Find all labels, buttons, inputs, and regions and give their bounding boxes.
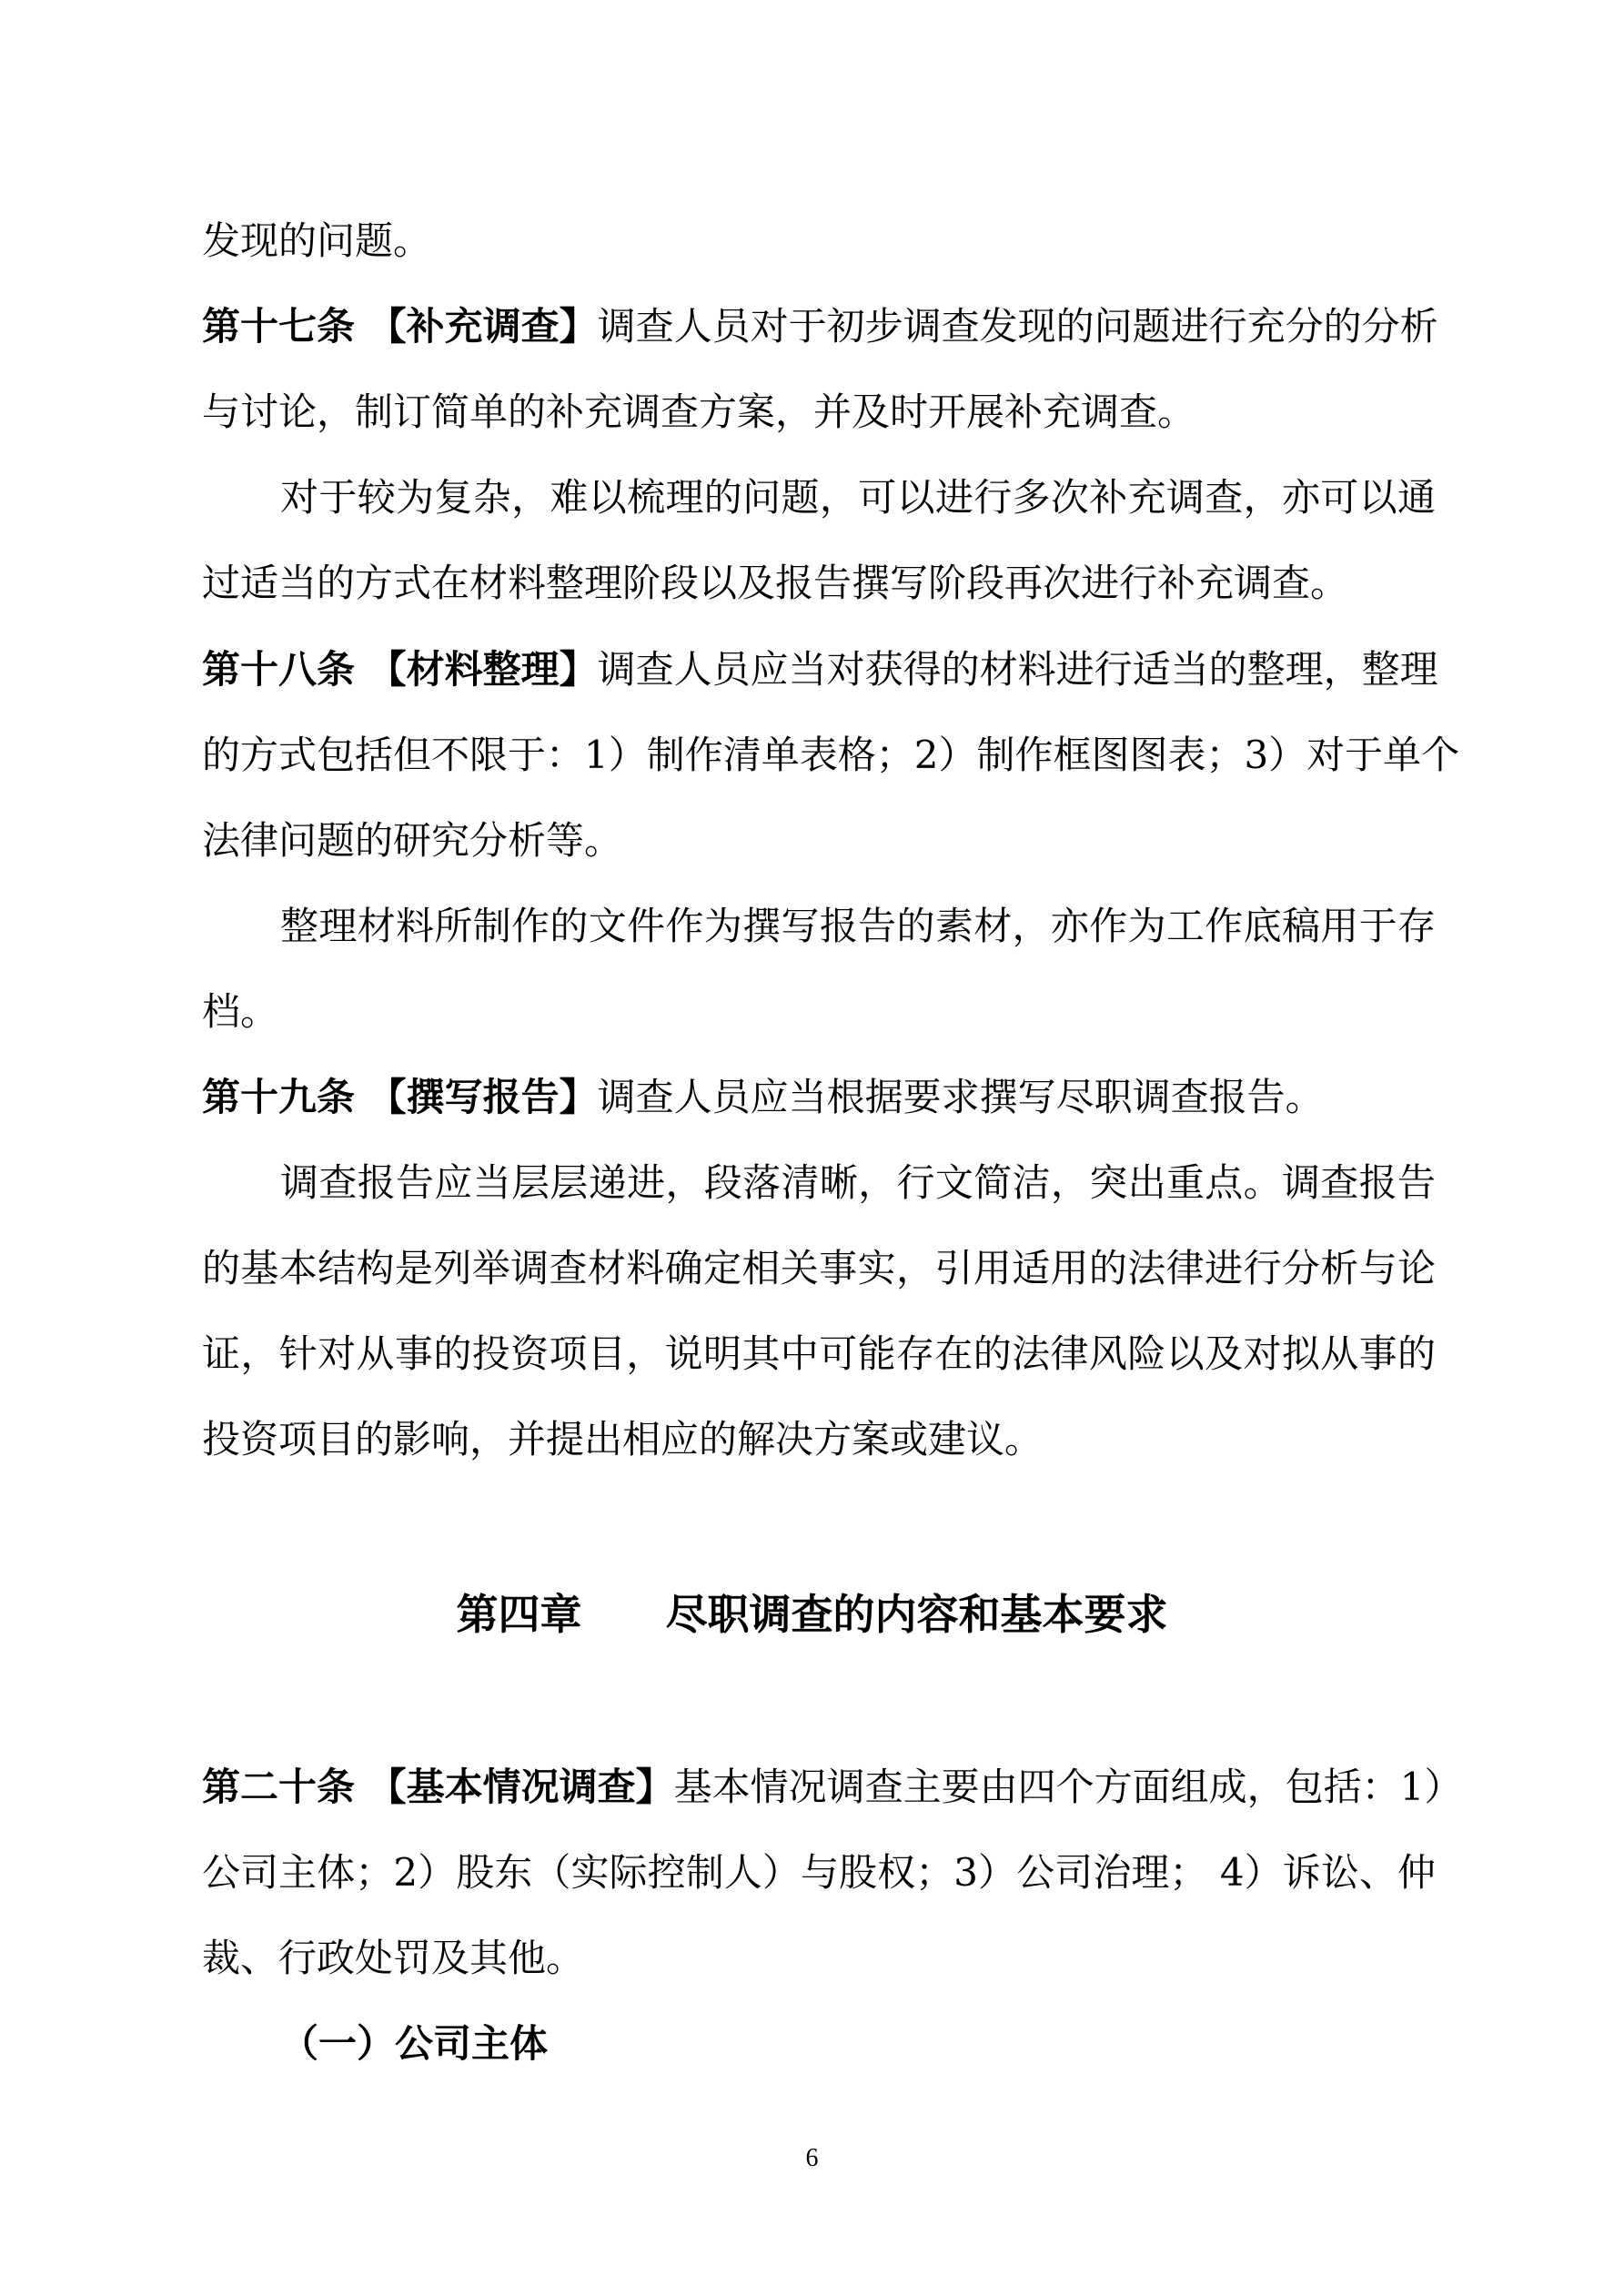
line-text: 证，针对从事的投资项目，说明其中可能存在的法律风险以及对拟从事的 <box>202 1331 1436 1377</box>
article-heading: 第二十条 【基本情况调查】 <box>202 1765 674 1809</box>
article-heading: 第十九条 【撰写报告】 <box>202 1075 598 1119</box>
text-line <box>202 1226 1436 1311</box>
text-line <box>202 284 1436 369</box>
line-text: 公司主体；2）股东（实际控制人）与股权；3）公司治理； 4）诉讼、仲 <box>202 1850 1436 1896</box>
text-line <box>202 798 1436 884</box>
line-text: 基本情况调查主要由四个方面组成，包括：1） <box>673 1765 1463 1809</box>
line-text: 的基本结构是列举调查材料确定相关事实，引用适用的法律进行分析与论 <box>202 1246 1436 1291</box>
line-text: 的方式包括但不限于：1）制作清单表格；2）制作框图图表；3）对于单个 <box>202 732 1460 777</box>
line-text: 过适当的方式在材料整理阶段以及报告撰写阶段再次进行补充调查。 <box>202 561 1349 606</box>
text-line <box>202 369 1436 455</box>
text-line <box>202 1916 1436 2001</box>
chapter-title: 第四章 尽职调查的内容和基本要求 <box>456 1590 1168 1639</box>
line-text: 档。 <box>202 988 279 1034</box>
text-line <box>202 969 1436 1055</box>
line-text: 对于较为复杂，难以梳理的问题，可以进行多次补充调查，亦可以通 <box>280 475 1436 521</box>
line-text: 发现的问题。 <box>202 218 432 263</box>
line-text: 调查人员应当对获得的材料进行适当的整理，整理 <box>597 646 1438 692</box>
text-line <box>202 1830 1436 1916</box>
line-text: 调查人员应当根据要求撰写尽职调查报告。 <box>597 1075 1324 1119</box>
text-line <box>202 1311 1436 1397</box>
article-heading: 第十八条 【材料整理】 <box>202 646 598 692</box>
text-line <box>202 713 1460 798</box>
text-line <box>202 1397 1436 1482</box>
text-line <box>202 541 1436 626</box>
line-text: 裁、行政处罚及其他。 <box>202 1936 585 1981</box>
text-line <box>202 627 1436 713</box>
line-text: 投资项目的影响，并提出相应的解决方案或建议。 <box>202 1417 1044 1462</box>
text-line <box>202 2001 1436 2087</box>
line-text: 法律问题的研究分析等。 <box>202 817 623 863</box>
text-line <box>202 1140 1436 1226</box>
text-line <box>202 455 1436 541</box>
text-line <box>202 1055 1436 1140</box>
text-line <box>202 1745 1463 1830</box>
line-text: 整理材料所制作的文件作为撰写报告的素材，亦作为工作底稿用于存 <box>280 903 1436 948</box>
article-heading: （一）公司主体 <box>280 2021 549 2067</box>
line-text: 调查报告应当层层递进，段落清晰，行文简洁，突出重点。调查报告 <box>280 1160 1436 1206</box>
line-text: 调查人员对于初步调查发现的问题进行充分的分析 <box>597 304 1438 349</box>
line-text: 与讨论，制订简单的补充调查方案，并及时开展补充调查。 <box>202 389 1196 435</box>
text-line <box>202 198 1436 284</box>
text-line <box>202 884 1436 969</box>
article-heading: 第十七条 【补充调查】 <box>202 304 598 349</box>
page-number: 6 <box>805 2144 819 2172</box>
